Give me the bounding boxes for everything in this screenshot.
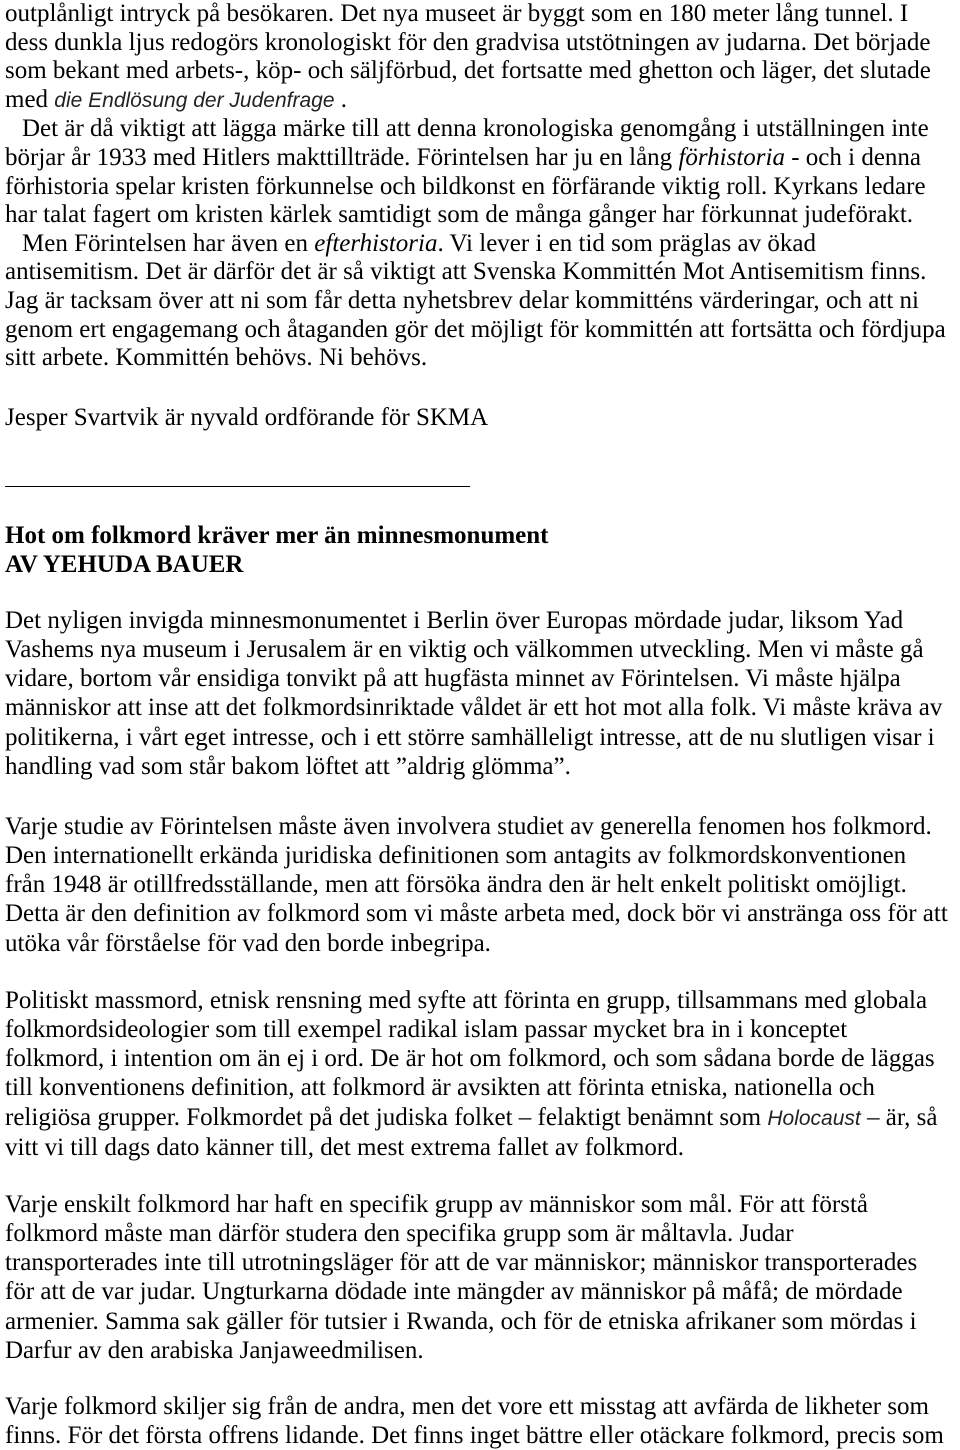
text-line: Jag är tacksam över att ni som får detta nyhetsbrev delar kommitténs värderingar, och att ni (5, 286, 919, 314)
text-segment: Men Förintelsen har även en (22, 229, 315, 257)
text-line: folkmord måste man därför studera den specifika grupp som är måltavla. Judar (5, 1219, 794, 1247)
text-line: sitt arbete. Kommittén behövs. Ni behövs. (5, 344, 428, 372)
text-line: för att de var judar. Ungturkarna dödade inte mängder av människor på måfå; de mördade (5, 1278, 903, 1306)
text-line: finns. För det första offrens lidande. Det finns inget bättre eller otäckare folkmord, precis som (5, 1422, 944, 1449)
text-segment: religiösa grupper. Folkmordet på det judiska folket – felaktigt benämnt som (5, 1103, 768, 1131)
article-header (5, 521, 955, 579)
text-line: till konventionens definition, att folkmord är avsikten att förinta etniska, nationella och (5, 1074, 875, 1102)
text-line: folkmord, i intention om än ej i ord. De är hot om folkmord, och som sådana borde de läggas (5, 1045, 935, 1073)
article-paragraph (5, 606, 955, 782)
article-paragraph (5, 1392, 955, 1450)
text-line: armenier. Samma sak gäller för tutsier i Rwanda, och för de etniska afrikaner som mördas i (5, 1307, 917, 1335)
section-divider (5, 486, 470, 487)
text-line: som bekant med arbets-, köp- och säljförbud, det fortsatte med ghetton och läger, det slutade (5, 57, 931, 85)
text-line: dess dunkla ljus redogörs kronologiskt för den gradvisa utstötningen av judarna. Det började (5, 28, 931, 56)
text-line: från 1948 är otillfredsställande, men att försöka ändra den är helt enkelt politiskt omöjligt. (5, 871, 907, 899)
article-byline: AV YEHUDA BAUER (5, 550, 244, 578)
text-segment: – är, så (860, 1103, 938, 1131)
text-line: transporterades inte till utrotningsläger för att de var människor; människor transporterades (5, 1249, 918, 1277)
previous-article-text (5, 0, 955, 373)
text-line: Varje studie av Förintelsen måste även involvera studiet av generella fenomen hos folkmord. (5, 812, 932, 840)
text-line: politikerna, i vårt eget intresse, och i ett större samhälleligt intresse, att de nu slutligen visar i (5, 723, 935, 751)
text-segment: börjar år 1933 med Hitlers makttillträde. Förintelsen har ju en lång (5, 143, 679, 171)
text-line: Den internationellt erkända juridiska definitionen som antagits av folkmordskonventionen (5, 841, 907, 869)
italic-word: Holocaust (767, 1106, 861, 1130)
text-line: Politiskt massmord, etnisk rensning med syfte att förinta en grupp, tillsammans med globala (5, 986, 928, 1014)
text-line: handling vad som står bakom löftet att ”aldrig glömma”. (5, 752, 571, 780)
text-segment: med (5, 85, 55, 113)
italic-word: förhistoria (678, 143, 785, 171)
text-line: antisemitism. Det är därför det är så viktigt att Svenska Kommittén Mot Antisemitism finns. (5, 258, 927, 286)
text-line: outplånligt intryck på besökaren. Det nya museet är byggt som en 180 meter lång tunnel. I (5, 0, 909, 27)
text-segment: . (334, 85, 348, 113)
text-line (5, 86, 955, 116)
text-line: vidare, bortom vår ensidiga tonvikt på att hugfästa minnet av Förintelsen. Vi måste hjälpa (5, 665, 901, 693)
article-paragraph (5, 986, 955, 1163)
text-line: människor att inse att det folkmordsinriktade våldet är ett hot mot alla folk. Vi måste kräva av (5, 694, 943, 722)
text-line: Det nyligen invigda minnesmonumentet i Berlin över Europas mördade judar, liksom Yad (5, 606, 904, 634)
text-line: Vashems nya museum i Jerusalem är en viktig och välkommen utveckling. Men vi måste gå (5, 635, 924, 663)
author-note (5, 404, 955, 433)
text-line (5, 230, 955, 259)
text-line: folkmordsideologier som till exempel radikal islam passar mycket bra in i konceptet (5, 1015, 848, 1043)
text-line: Detta är den definition av folkmord som vi måste arbeta med, dock bör vi anstränga oss för att (5, 900, 948, 928)
text-line: förhistoria spelar kristen förkunnelse och bildkonst en förfärande viktig roll. Kyrkans ledare (5, 172, 926, 200)
article-paragraph (5, 812, 955, 958)
text-line: Varje folkmord skiljer sig från de andra, men det vore ett misstag att avfärda de likheter som (5, 1393, 929, 1420)
article-title: Hot om folkmord kräver mer än minnesmonument (5, 521, 549, 549)
text-line: har talat fagert om kristen kärlek samtidigt som de många gånger har förkunnat judeförakt. (5, 201, 914, 229)
italic-word: efterhistoria (314, 229, 438, 257)
text-line: vitt vi till dags dato känner till, det mest extrema fallet av folkmord. (5, 1133, 684, 1161)
text-line: utöka vår förståelse för vad den borde inbegripa. (5, 929, 491, 957)
text-line (5, 144, 955, 173)
text-line (5, 1103, 955, 1133)
signature-line: Jesper Svartvik är nyvald ordförande för SKMA (5, 404, 489, 431)
text-line: Darfur av den arabiska Janjaweedmilisen. (5, 1336, 424, 1364)
italic-phrase: die Endlösung der Judenfrage (54, 88, 335, 112)
text-line: genom ert engagemang och åtaganden gör det möjligt för kommittén att fortsätta och fördjupa (5, 315, 946, 343)
article-paragraph (5, 1190, 955, 1366)
text-segment: - och i denna (784, 143, 922, 171)
text-line: Det är då viktigt att lägga märke till att denna kronologiska genomgång i utställningen inte (22, 115, 929, 143)
text-segment: . Vi lever i en tid som präglas av ökad (437, 229, 816, 257)
text-line: Varje enskilt folkmord har haft en specifik grupp av människor som mål. För att förstå (5, 1190, 868, 1218)
